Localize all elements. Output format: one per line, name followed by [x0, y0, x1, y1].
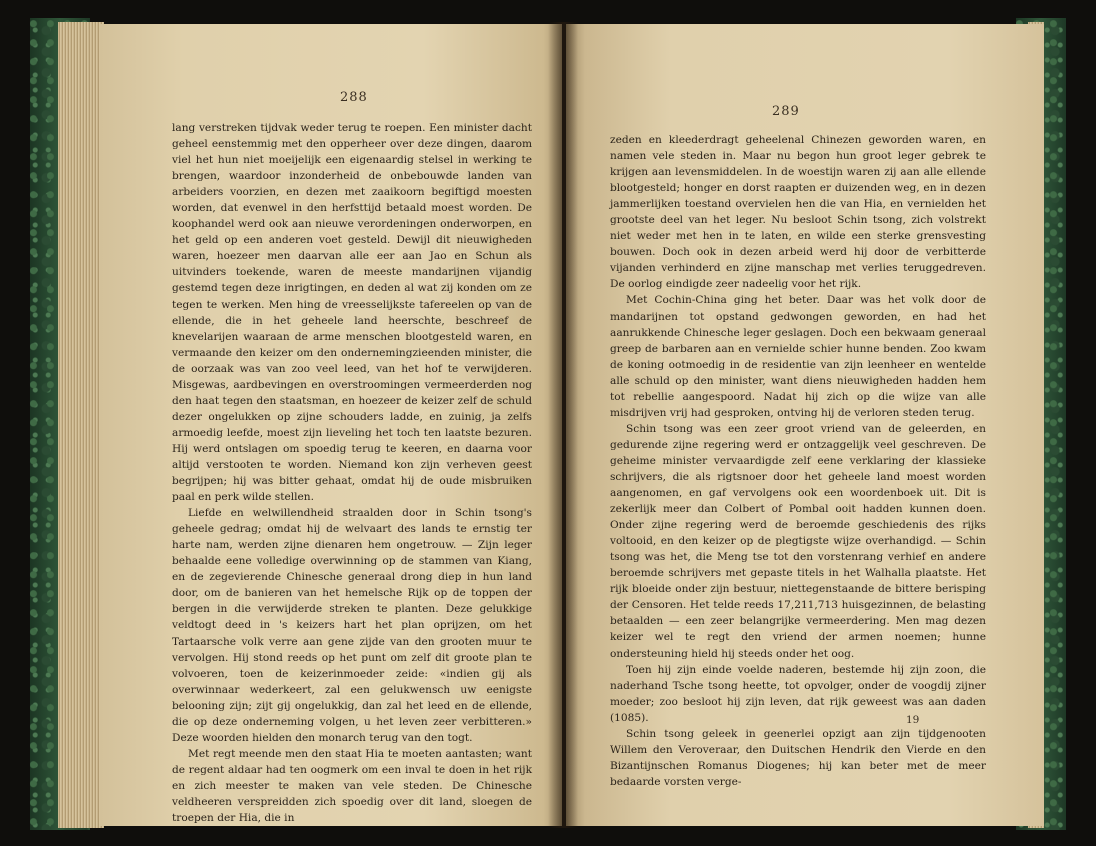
paragraph: Met Cochin-China ging het beter. Daar was het volk door de mandarijnen tot opstand gedwongen geworden, en had het aanrukkende Chinesche leger geslagen. Doch een bekwaam generaal greep de barbaren aan en vernielde schier hunne benden. Zoo kwam de koning ootmoedig in de residentie van zijn leenheer en wentelde alle schuld op den minister, want diens nieuwigheden hadden hem tot rebellie aangespoord. Nadat hij zich op die wijze van alle misdrijven vrij had gesproken, ontving hij de verloren steden terug. — [610, 294, 986, 419]
paragraph: lang verstreken tijdvak weder terug te roepen. Een minister dacht geheel eenstemmig met den opperheer over deze dingen, daarom viel het hun niet moeijelijk een eigenaardig stelsel in werking te brengen, waardoor inzonderheid de onbebouwde landen van arbeiders voorzien, en dezen met zaaikoorn begiftigd moesten worden, dat evenwel in den herfsttijd betaald moest worden. De koophandel werd ook aan nieuwe verordeningen onderworpen, en het geld op een anderen voet gesteld. Dewijl dit nieuwigheden waren, hoezeer men daarvan alle eer aan Jao en Schun als uitvinders toekende, waren de meeste mandarijnen vijandig gestemd tegen deze inrigtingen, en deden al wat zij konden om ze tegen te werken. Men hing de vreesselijkste tafereelen op van de ellende, die in het geheele land heerschte, beschreef de knevelarijen waaraan de arme menschen blootgesteld waren, en vermaande den keizer om den ondernemingzieenden minister, die de oorzaak was van zoo veel leed, van het hof te verwijderen. Misgewas, aardbevingen en overstroomingen vermeerderden nog den haat tegen den staatsman, en hoezeer de keizer zelf de schuld dezer ongelukken op zijne schouders ladde, en zuinig, ja zelfs armoedig leefde, moest zijn lieveling het toch ten laatste bezuren. Hij werd ontslagen om spoedig terug te keeren, en daarna voor altijd verstooten te worden. Niemand kon zijn verheven geest begrijpen; hij was bitter gehaat, omdat hij de oude misbruiken paal en perk wilde stellen. — [172, 122, 532, 504]
book-gutter — [548, 22, 578, 828]
left-page — [100, 24, 562, 826]
paragraph: Schin tsong was een zeer groot vriend van de geleerden, en gedurende zijne regering werd er ontzaggelijk veel geschreven. De geheime minister vervaardigde zelf eene verklaring der klassieke schrijvers, die als rigtsnoer door het geheele land moest worden aangenomen, en gaf vervolgens ook een woordenboek uit. Dit is zekerlijk meer dan Colbert of Pombal ooit hadden kunnen doen. Onder zijne regering werd de beroemde geschiedenis des rijks voltooid, en den keizer op de plegtigste wijze overhandigd. — Schin tsong was het, die Meng tse tot den vorstenrang verhief en andere beroemde schrijvers met gepaste titels in het Walhalla plaatste. Het rijk bloeide onder zijn bestuur, niettegenstaande de bittere berisping der Censoren. Het telde reeds 17,211,713 huisgezinnen, de belasting betaalden — een zeer belangrijke vermeerdering. Men mag dezen keizer wel te regt den vriend der armen noemen; hunne ondersteuning hield hij steeds onder het oog. — [610, 422, 986, 660]
page-number-right: 289 — [772, 104, 800, 119]
signature-mark: 19 — [906, 714, 920, 726]
page-number-left: 288 — [340, 90, 368, 105]
paragraph: Liefde en welwillendheid straalden door in Schin tsong's geheele gedrag; omdat hij de welvaart des lands te ernstig ter harte nam, werden zijne dienaren hem ongetrouw. — Zijn leger behaalde eene volledige overwinning op de stammen van Kiang, en de zegevierende Chinesche generaal drong diep in hun land door, om de banieren van het hemelsche Rijk op de toppen der bergen in die verwijderde streken te planten. Deze gelukkige veldtogt deed in 's keizers hart het plan oprijzen, om het Tartaarsche volk verre aan gene zijde van den grooten muur te vervolgen. Hij stond reeds op het punt om zelf dit groote plan te volvoeren, toen de keizerinmoeder zeide: «indien gij als overwinnaar wederkeert, zal een gelukwensch uw eenigste belooning zijn; zijt gij ongelukkig, dan zal het leed en de ellende, die op deze onderneming volgen, u het leven zeer verbitteren.» Deze woorden hielden den monarch terug van den togt. — [172, 507, 532, 744]
paragraph: Schin tsong geleek in geenerlei opzigt aan zijn tijdgenooten Willem den Veroveraar, den Duitschen Hendrik den Vierde en den Bizantijnschen Romanus Diogenes; hij kan beter met de meer bedaarde vorsten verge- — [610, 727, 986, 788]
right-page-text — [610, 132, 986, 790]
left-page-text — [172, 120, 532, 826]
paragraph: Met regt meende men den staat Hia te moeten aantasten; want de regent aldaar had ten oogmerk om een inval te doen in het rijk en zich meester te maken van vele steden. De Chinesche veldheeren verspreidden zich spoedig over dit land, sloegen de troepen der Hia, die in — [172, 747, 532, 825]
right-page — [566, 24, 1044, 826]
left-page-edges — [58, 22, 104, 828]
paragraph: zeden en kleederdragt geheelenal Chinezen geworden waren, en namen vele steden in. Maar nu begon hun groot leger gebrek te krijgen aan levensmiddelen. In de woestijn waren zij aan alle ellende blootgesteld; honger en dorst raapten er duizenden weg, en in dezen jammerlijken toestand overvielen hen die van Hia, en vernielden het grootste deel van het leger. Nu besloot Schin tsong, zich volstrekt niet weder met hen in te laten, en wilde een sterke grensvesting bouwen. Doch ook in dezen arbeid werd hij door de verbitterde vijanden verhinderd en zijne manschap met verlies teruggedreven. De oorlog eindigde zeer nadeelig voor het rijk. — [610, 134, 986, 291]
paragraph: Toen hij zijn einde voelde naderen, bestemde hij zijn zoon, die naderhand Tsche tsong heette, tot opvolger, onder de voogdij zijner moeder; zoo besloot hij zijn leven, dat rijk geweest was aan daden (1085). — [610, 663, 986, 724]
